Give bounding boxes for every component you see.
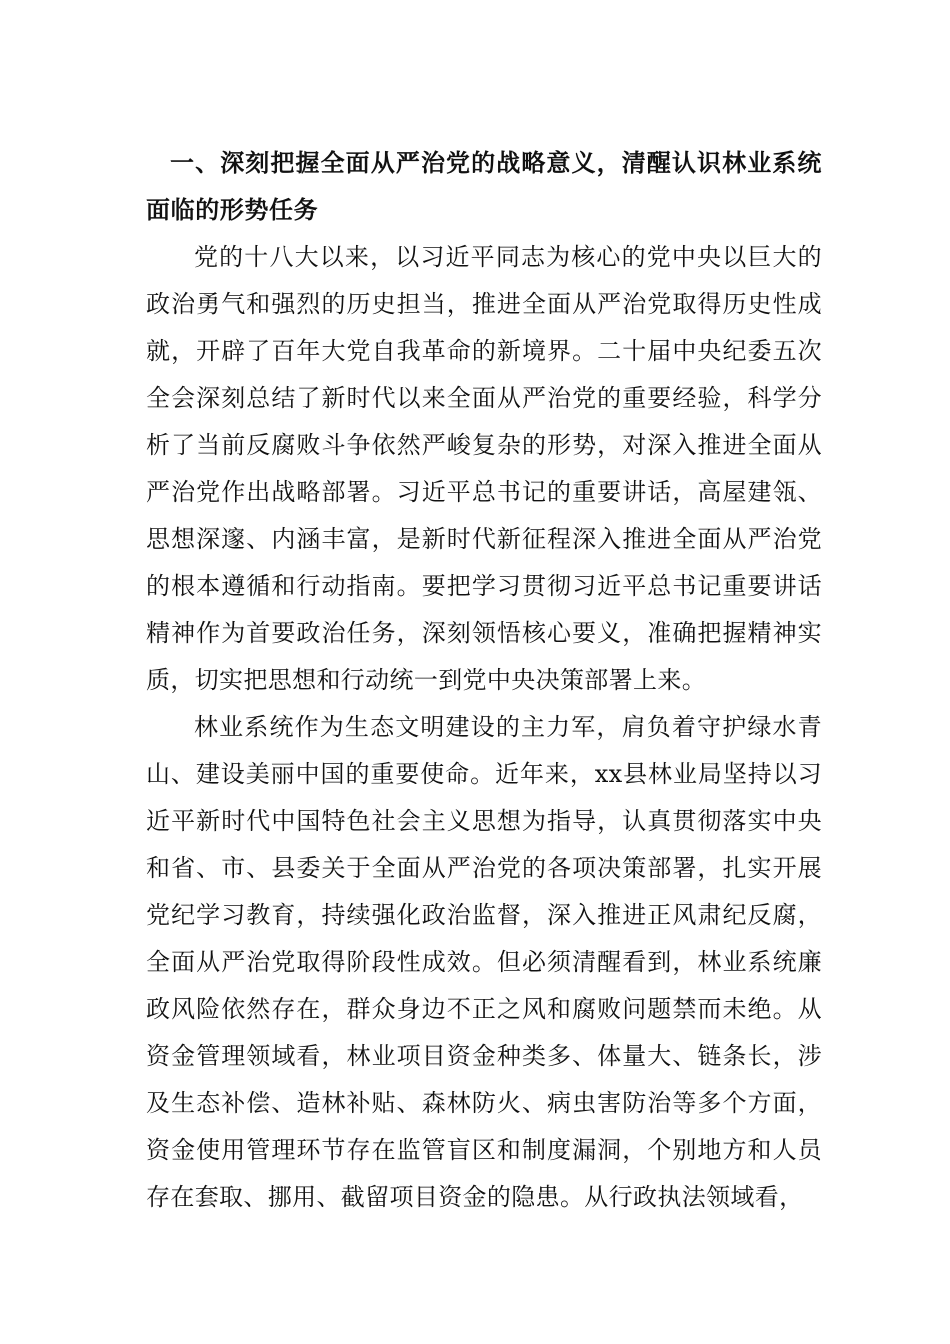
body-paragraph-2: 林业系统作为生态文明建设的主力军，肩负着守护绿水青山、建设美丽中国的重要使命。近年来，xx县林业局坚持以习近平新时代中国特色社会主义思想为指导，认真贯彻落实中央和省、市、县委关于全面从严治党的各项决策部署，扎实开展党纪学习教育，持续强化政治监督，深入推进正风肃纪反腐，全面从严治党取得阶段性成效。但必须清醒看到，林业系统廉政风险依然存在，群众身边不正之风和腐败问题禁而未绝。从资金管理领域看，林业项目资金种类多、体量大、链条长，涉及生态补偿、造林补贴、森林防火、病虫害防治等多个方面，资金使用管理环节存在监管盲区和制度漏洞，个别地方和人员存在套取、挪用、截留项目资金的隐患。从行政执法领域看，: [146, 713, 822, 1211]
document-body: [146, 140, 822, 1221]
body-paragraph-1: 党的十八大以来，以习近平同志为核心的党中央以巨大的政治勇气和强烈的历史担当，推进全面从严治党取得历史性成就，开辟了百年大党自我革命的新境界。二十届中央纪委五次全会深刻总结了新时代以来全面从严治党的重要经验，科学分析了当前反腐败斗争依然严峻复杂的形势，对深入推进全面从严治党作出战略部署。习近平总书记的重要讲话，高屋建瓴、思想深邃、内涵丰富，是新时代新征程深入推进全面从严治党的根本遵循和行动指南。要把学习贯彻习近平总书记重要讲话精神作为首要政治任务，深刻领悟核心要义，准确把握精神实质，切实把思想和行动统一到党中央决策部署上来。: [146, 243, 822, 694]
section-heading: 一、深刻把握全面从严治党的战略意义，清醒认识林业系统面临的形势任务: [146, 149, 822, 224]
